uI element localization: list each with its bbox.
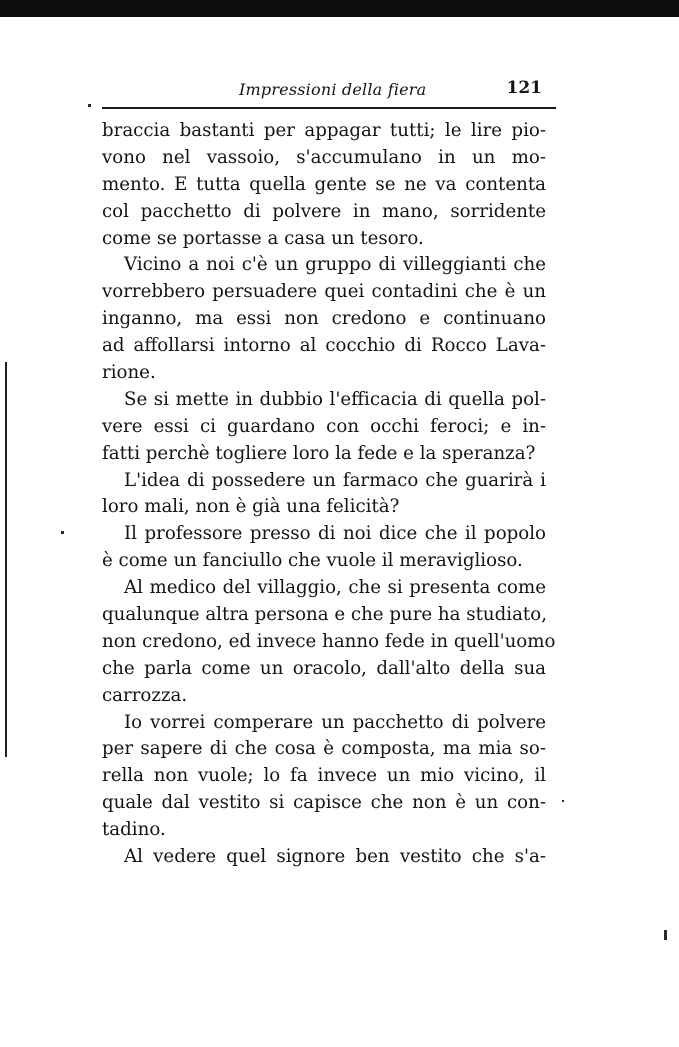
text-line: ad affollarsi intorno al cocchio di Rocco Lava- xyxy=(102,335,546,357)
text-line: loro mali, non è già una felicità? xyxy=(102,496,400,518)
text-line: Al vedere quel signore ben vestito che s'a- xyxy=(124,846,546,868)
text-line: braccia bastanti per appagar tutti; le lire pio- xyxy=(102,120,546,141)
text-line: qualunque altra persona e che pure ha studiato, xyxy=(102,604,547,626)
page-number: 121 xyxy=(506,78,542,98)
text-line: fatti perchè togliere loro la fede e la speranza? xyxy=(102,442,536,464)
text-line: quale dal vestito si capisce che non è un con- xyxy=(102,792,546,814)
text-line: inganno, ma essi non credono e continuano xyxy=(102,308,546,330)
text-line: come se portasse a casa un tesoro. xyxy=(102,227,424,249)
body-text xyxy=(102,118,556,871)
page-header xyxy=(102,80,542,104)
text-line: rella non vuole; lo fa invece un mio vicino, il xyxy=(102,765,546,787)
text-line: mento. E tutta quella gente se ne va contenta xyxy=(102,173,546,195)
text-line: per sapere di che cosa è composta, ma mia so- xyxy=(102,738,546,760)
text-line: tadino. xyxy=(102,819,166,841)
text-line: Vicino a noi c'è un gruppo di villeggianti che xyxy=(124,254,546,276)
text-line: vono nel vassoio, s'accumulano in un mo- xyxy=(102,146,546,168)
text-line: L'idea di possedere un farmaco che guarirà i xyxy=(124,469,546,491)
scan-speck xyxy=(664,930,667,940)
text-line: vere essi ci guardano con occhi feroci; e in- xyxy=(102,415,546,437)
text-line: carrozza. xyxy=(102,684,188,706)
scan-speck xyxy=(562,800,564,802)
text-line: è come un fanciullo che vuole il meraviglioso. xyxy=(102,550,523,572)
running-title: Impressioni della fiera xyxy=(239,80,427,99)
text-line: non credono, ed invece hanno fede in quell'uomo xyxy=(102,630,556,652)
text-line: rione. xyxy=(102,362,156,384)
text-line: col pacchetto di polvere in mano, sorridente xyxy=(102,200,546,222)
scan-speck xyxy=(88,104,91,107)
text-line: Il professore presso di noi dice che il popolo xyxy=(124,523,546,545)
text-line: Io vorrei comperare un pacchetto di polvere xyxy=(124,711,546,733)
scan-speck xyxy=(61,531,64,534)
text-line: che parla come un oracolo, dall'alto della sua xyxy=(102,657,546,679)
text-line: vorrebbero persuadere quei contadini che è un xyxy=(102,281,546,303)
text-line: Al medico del villaggio, che si presenta come xyxy=(124,577,546,599)
scan-top-edge xyxy=(0,0,679,17)
scan-left-edge-mark xyxy=(5,362,7,757)
text-line: Se si mette in dubbio l'efficacia di quella pol- xyxy=(124,388,546,410)
header-rule xyxy=(102,107,556,109)
